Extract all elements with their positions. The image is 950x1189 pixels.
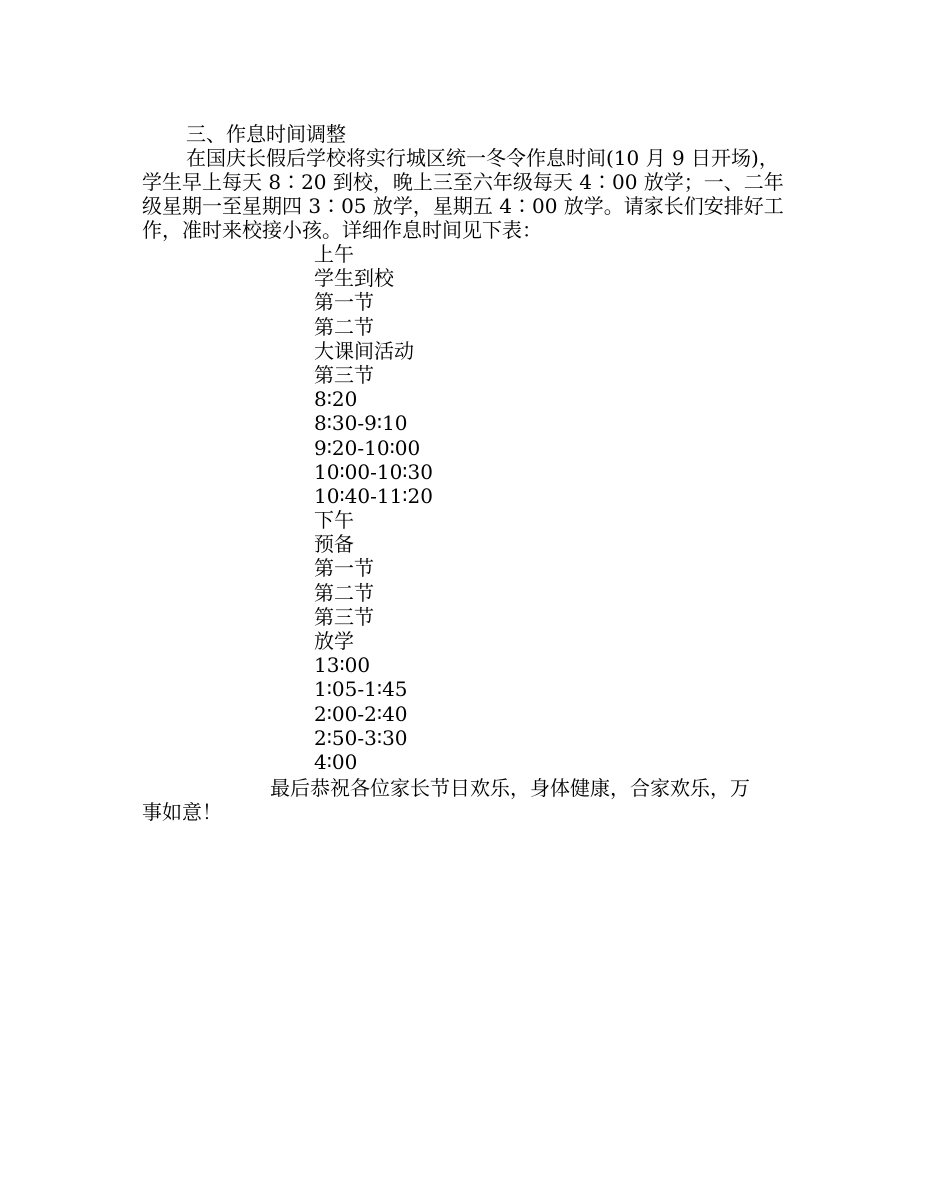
paragraph-line: 学生早上每天 8∶20 到校，晚上三至六年级每天 4∶00 放学；一、二年	[142, 170, 784, 194]
schedule-item: 学生到校	[314, 266, 394, 291]
section-heading: 三、作息时间调整	[186, 122, 346, 146]
schedule-item: 4∶00	[314, 749, 358, 774]
closing-line: 最后恭祝各位家长节日欢乐，身体健康，合家欢乐，万	[270, 776, 750, 800]
schedule-item: 13∶00	[314, 653, 371, 678]
closing-line: 事如意！	[142, 800, 222, 824]
paragraph-line: 作，准时来校接小孩。详细作息时间见下表：	[142, 218, 542, 242]
schedule-item: 大课间活动	[314, 338, 414, 363]
schedule-list	[314, 242, 433, 774]
schedule-item: 放学	[314, 629, 354, 653]
schedule-item: 第一节	[314, 556, 374, 581]
paragraph-line: 在国庆长假后学校将实行城区统一冬令作息时间(10 月 9 日开场)，	[186, 146, 779, 170]
schedule-item: 第二节	[314, 580, 374, 605]
schedule-item: 9∶20-10∶00	[314, 435, 421, 460]
schedule-item: 8∶30-9∶10	[314, 411, 408, 436]
schedule-item: 第三节	[314, 604, 374, 629]
schedule-item: 上午	[314, 242, 354, 266]
schedule-item: 2∶50-3∶30	[314, 725, 408, 750]
schedule-item: 1∶05-1∶45	[314, 677, 408, 702]
schedule-item: 10∶40-11∶20	[314, 483, 433, 508]
schedule-item: 第三节	[314, 362, 374, 387]
paragraph-line: 级星期一至星期四 3∶05 放学，星期五 4∶00 放学。请家长们安排好工	[142, 194, 784, 218]
schedule-item: 第一节	[314, 290, 374, 315]
schedule-item: 10∶00-10∶30	[314, 459, 433, 484]
schedule-item: 第二节	[314, 314, 374, 339]
schedule-item: 2∶00-2∶40	[314, 701, 408, 726]
schedule-item: 预备	[314, 532, 354, 557]
schedule-item: 8∶20	[314, 387, 358, 412]
schedule-item: 下午	[314, 508, 354, 533]
